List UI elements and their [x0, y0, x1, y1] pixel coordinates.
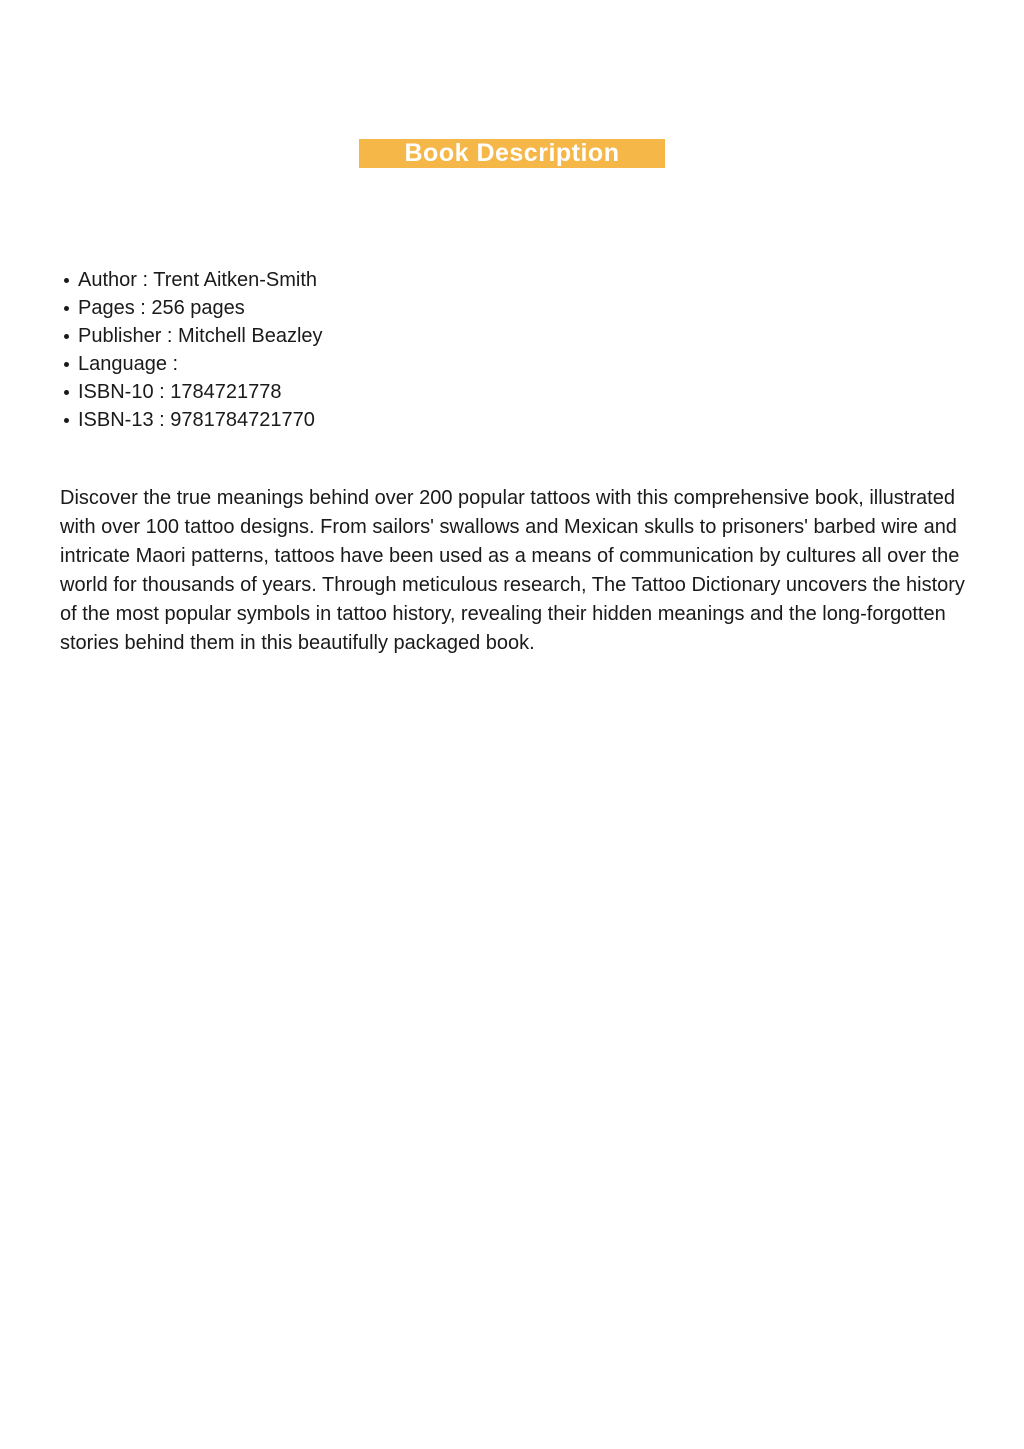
detail-publisher: Publisher : Mitchell Beazley [60, 322, 323, 350]
book-details-list [60, 266, 323, 434]
detail-pages: Pages : 256 pages [60, 294, 323, 322]
detail-language: Language : [60, 350, 323, 378]
page-title: Book Description [359, 139, 666, 168]
detail-isbn10: ISBN-10 : 1784721778 [60, 378, 323, 406]
detail-author: Author : Trent Aitken-Smith [60, 266, 323, 294]
detail-isbn13: ISBN-13 : 9781784721770 [60, 406, 323, 434]
title-banner-container [0, 139, 1024, 168]
book-description-text: Discover the true meanings behind over 200 popular tattoos with this comprehensive book, illustrated with over 100 tattoo designs. From sailors' swallows and Mexican skulls to prisoners' barbed wire and intricate Maori patterns, tattoos have been used as a means of communication by cultures all over the world for thousands of years. Through meticulous research, The Tattoo Dictionary uncovers the history of the most popular symbols in tattoo history, revealing their hidden meanings and the long-forgotten stories behind them in this beautifully packaged book. [60, 487, 965, 654]
